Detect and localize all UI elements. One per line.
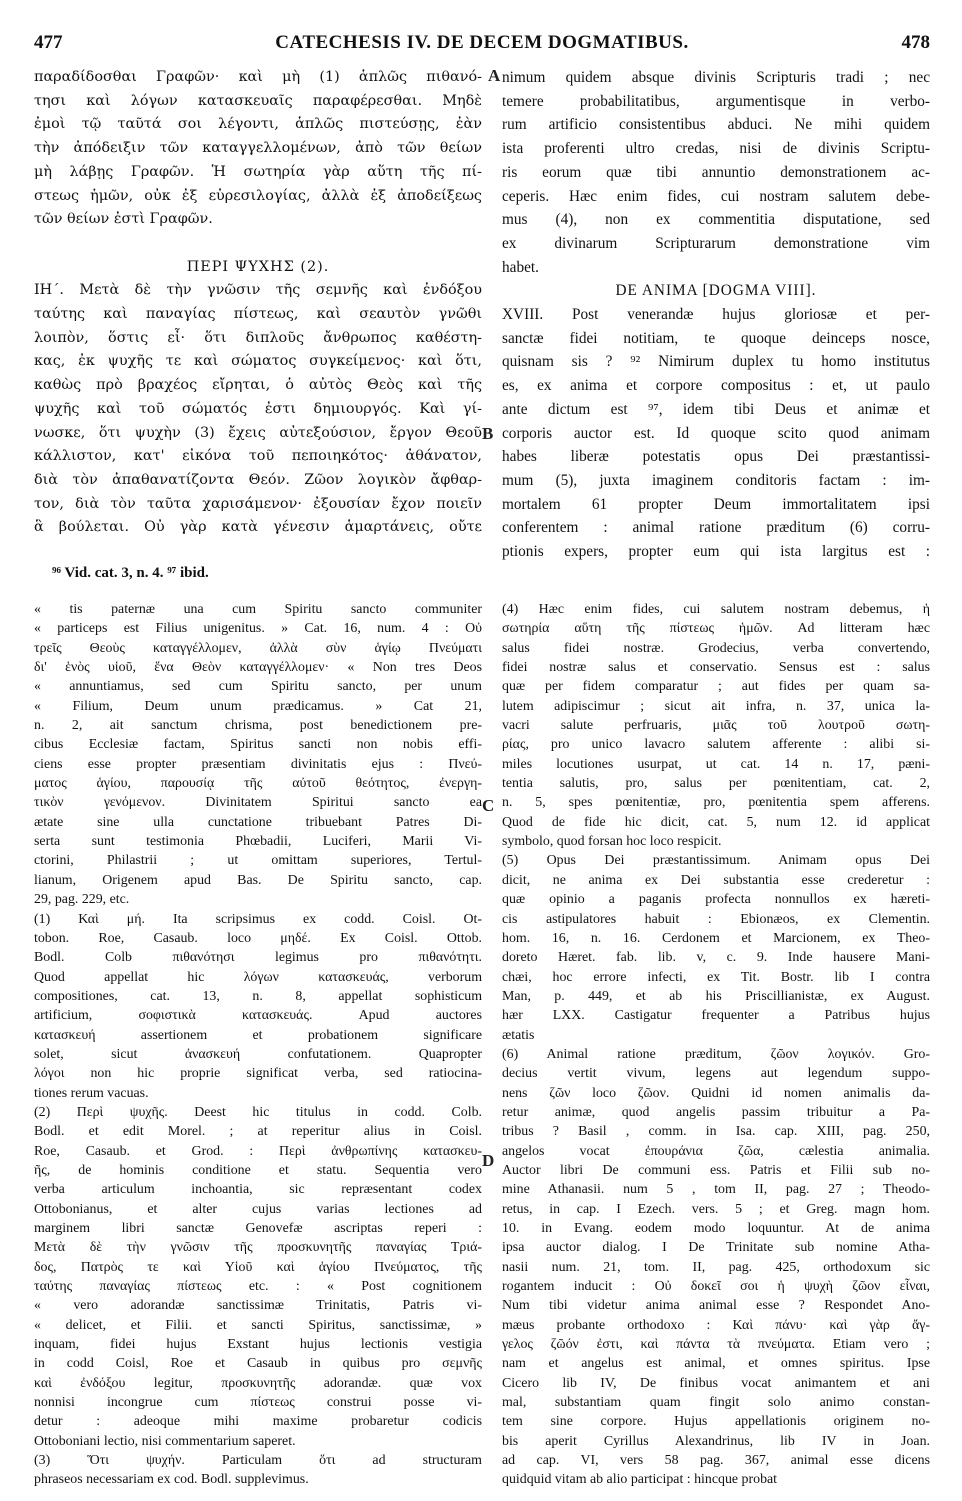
note-line: mal, substantiam quam fingit solo animo constan-: [502, 1395, 930, 1411]
note-line: retus, in cap. I Ezech. vers. 5 ; et Greg. magn hom.: [502, 1201, 930, 1217]
note-line: verba articulum inchoantia, sic repræsentant codex: [34, 1182, 482, 1198]
note-line: detur : adeoque mihi maxime probaretur codicis: [34, 1414, 482, 1430]
greek-line: ταύτης καὶ παναγίας πίστεως, καὶ σεαυτὸν γνῶθι: [34, 306, 482, 323]
note-line: Num tibi videtur anima animal esse ? Respondet Ano-: [502, 1298, 930, 1314]
note-line: rogantem inducit : Οὐ δοκεῖ σοι ἡ ψυχὴ ζῶον εἶναι,: [502, 1279, 930, 1295]
note-line: ματος ἁγίου, παρουσίᾳ τῆς αὐτοῦ θεότητος, ἐνεργη-: [34, 776, 482, 792]
latin-line: mortalem 61 propter Deum immortalitatem ipsi: [502, 495, 930, 513]
note-line: solet, sicut ἀνασκευή confutationem. Quapropter: [34, 1046, 482, 1062]
note-line: 29, pag. 229, etc.: [34, 892, 130, 908]
spacer: [34, 232, 482, 256]
note-line: tiones rerum vacuas.: [34, 1085, 149, 1101]
note-line: Μετὰ δὲ τὴν γνῶσιν τῆς προσκυνητῆς παναγίας Τριά-: [34, 1240, 482, 1256]
note-line: quæ per fidem comparatur ; aut fides per quam sa-: [502, 679, 930, 695]
notes-right-column: [502, 600, 930, 1490]
note-line: Bodl. et edit Morel. ; at reperitur alius in Coisl.: [34, 1124, 482, 1140]
note-line: « vero adorandæ sanctissimæ Trinitatis, Patris vi-: [34, 1298, 482, 1314]
note-line: ad cap. VI, vers 58 pag. 367, animal esse dicens: [502, 1453, 930, 1469]
note-line: cibus Ecclesiæ factam, Spiritus sancti non nobis effi-: [34, 737, 482, 753]
note-line: ctorini, Philastrii ; ut omittam superiores, Tertul-: [34, 853, 482, 869]
note-line: nam et angelus est animal, et omnes spiritus. Ipse: [502, 1356, 930, 1372]
note-line: « Filium, Deum unum prædicamus. » Cat 21,: [34, 698, 482, 714]
greek-line: ἐμοὶ τῷ ταῦτά σοι λέγοντι, ἁπλῶς πιστεύσῃς, ἐὰν: [34, 116, 482, 133]
latin-line: ex divinarum Scripturarum demonstratione vim: [502, 234, 930, 252]
note-line: Cicero lib IV, De finibus vocat animantem et ani: [502, 1375, 930, 1391]
greek-line: διὰ τὸν ἀπαθανατίζοντα Θεόν. Ζῶον λογικὸν ἄφθαρ-: [34, 471, 482, 488]
margin-marker-c: C: [482, 796, 495, 815]
greek-section-heading: ΠΕΡΙ ΨΥΧΗΣ (2).: [186, 258, 330, 275]
greek-line: νωσκε, ὅτι ψυχὴν (3) ἔχεις αὐτεξούσιον, ἔργον Θεοῦ: [34, 424, 482, 441]
note-line: (3) Ὅτι ψυχήν. Particulam ὅτι ad structuram: [34, 1453, 482, 1469]
latin-line: conferentem : animal ratione præditum (6) corru-: [502, 519, 930, 537]
note-line: retur animæ, quod angelis passim tribuitur a Pa-: [502, 1104, 930, 1120]
note-line: artificium, σοφιστικὰ κατασκευάς. Apud auctores: [34, 1008, 482, 1024]
note-line: lutem adipiscimur ; sicut ait infra, n. 37, unica la-: [502, 698, 930, 714]
note-line: (6) Animal ratione præditum, ζῶον λογικόν. Gro-: [502, 1046, 930, 1062]
page-number-left: 477: [34, 32, 63, 53]
note-line: chæi, hoc errore infecti, ex Tit. Bostr. lib I contra: [502, 969, 930, 985]
note-line: Bodl. Colb πιθανότησι legimus pro πιθανότητι.: [34, 950, 482, 966]
greek-line: παραδίδοσθαι Γραφῶν· καὶ μὴ (1) ἁπλῶς πιθανό-: [34, 69, 482, 85]
note-line: n. 5, spes pœnitentiæ, pro, pœnitentia spem afferens.: [502, 795, 930, 811]
note-line: Man, p. 449, et ab his Priscillianistæ, ex August.: [502, 988, 930, 1004]
greek-text-column: [34, 66, 482, 540]
latin-line: ris eorum quæ tibi annuntio demonstrationem ac-: [502, 163, 930, 181]
note-line: quidquid vitam ab alio participat : hincque probat: [502, 1472, 778, 1488]
latin-line: ante dictum est ⁹⁷, idem tibi Deus et animæ et: [502, 400, 930, 418]
greek-line: τῶν θείων ἐστὶ Γραφῶν.: [34, 211, 213, 228]
greek-line: λοιπὸν, ὅστις εἶ· ὅτι διπλοῦς ἄνθρωπος καθέστη-: [34, 329, 482, 346]
note-line: lianum, Origenem apud Bas. De Spiritu sancto, cap.: [34, 872, 482, 888]
note-line: mine Athanasii. num 5 , tom II, pag. 27 ; Theodo-: [502, 1182, 930, 1198]
note-line: miles locutiones usurpat, ut cat. 14 n. 17, pæni-: [502, 756, 930, 772]
note-line: dicit, ne anima ex Dei substantia esse crederetur :: [502, 872, 930, 888]
note-line: « annuntiamus, sed cum Spiritu sancto, per unum: [34, 679, 482, 695]
latin-line: ptionis expers, propter eum qui ista largitus est :: [502, 543, 930, 561]
note-line: compositiones, cat. 13, n. 8, appellat sophisticum: [34, 988, 482, 1004]
greek-line: καθὼς πρὸ βραχέος εἴρηται, ὁ αὐτὸς Θεὸς καὶ τῆς: [34, 377, 482, 394]
latin-line: rum artificio consistentibus abduci. Ne mihi quidem: [502, 116, 930, 134]
note-line: tobon. Roe, Casaub. loco μηδέ. Ex Coisl. Ottob.: [34, 930, 482, 946]
note-line: Quod de fide hic dicit, cat. 5, num 12. id applicat: [502, 814, 930, 830]
greek-line: ΙΗ΄. Μετὰ δὲ τὴν γνῶσιν τῆς σεμνῆς καὶ ἐνδόξου: [34, 282, 482, 299]
note-line: ῆς, de hominis conditione et statu. Sequentia vero: [34, 1162, 482, 1178]
greek-line: στεως ἡμῶν, οὐκ ἐξ εὑρεσιλογίας, ἀλλὰ ἐξ ἀποδείξεως: [34, 187, 482, 204]
note-line: angelos vocat ἐπουράνια ζῶα, cælestia animalia.: [502, 1143, 930, 1159]
greek-line: τὴν ἀπόδειξιν τῶν καταγγελλομένων, ἀπὸ τῶν θείων: [34, 140, 482, 157]
note-line: (5) Opus Dei præstantissimum. Animam opus Dei: [502, 853, 930, 869]
note-line: « tis paternæ una cum Spiritu sancto communiter: [34, 602, 482, 617]
page-footnote: ⁹⁶ Vid. cat. 3, n. 4. ⁹⁷ ibid.: [52, 565, 209, 581]
note-line: δι' ἑνὸς υἱοῦ, ἕνα Θεὸν καταγγέλλομεν· « Non tres Deos: [34, 660, 482, 676]
note-line: phraseos necessariam ex cod. Bodl. supplevimus.: [34, 1472, 309, 1488]
note-line: ρίας, pro unico lavacro salutem afferente : alibi si-: [502, 737, 930, 753]
note-line: ταύτης παναγίας πίστεως etc. : « Post cognitionem: [34, 1279, 482, 1295]
latin-line: habet.: [502, 258, 539, 276]
running-title: CATECHESIS IV. DE DECEM DOGMATIBUS.: [275, 32, 689, 53]
note-line: mæus probante orthodoxo : Καὶ πάνυ· καὶ γὰρ ἄγ-: [502, 1317, 930, 1333]
greek-line: ψυχῆς καὶ τοῦ σώματός ἐστι δημιουργός. Καὶ γί-: [34, 400, 482, 417]
margin-marker-b: B: [482, 424, 494, 443]
latin-line: mus (4), non ex commentitia disputatione, sed: [502, 211, 930, 229]
note-line: tentia salutis, pro, salus per pœnitentiam, cat. 2,: [502, 776, 930, 792]
note-line: (1) Καὶ μή. Ita scripsimus ex codd. Coisl. Ot-: [34, 911, 482, 927]
latin-line: es, ex anima et corpore compositus : et, ut paulo: [502, 377, 930, 395]
note-line: τρεῖς Θεοὺς καταγγέλλομεν, ἀλλὰ σὺν ἁγίῳ Πνεύματι: [34, 640, 482, 656]
note-line: inquam, fidei hujus Exstant hujus lectionis vestigia: [34, 1337, 482, 1353]
note-line: λόγοι non hic proprie significat verba, sed ratiocina-: [34, 1066, 482, 1082]
note-line: fidei nostræ salus et conservatio. Sensus est : salus: [502, 660, 930, 676]
note-line: Ottobonianus, et alter cujus varias lectiones ad: [34, 1201, 482, 1217]
note-line: ciens esse propter præsentiam divinitatis ejus : Πνεύ-: [34, 756, 482, 772]
note-line: in codd Coisl, Roe et Casaub in quibus pro σεμνῆς: [34, 1356, 482, 1372]
latin-line: quisnam sis ? ⁹² Nimirum duplex tu homo institutus: [502, 353, 930, 371]
note-line: σωτηρία αὕτη τῆς πίστεως ἡμῶν. Ad litteram hæc: [502, 621, 930, 637]
note-line: τικὸν γενόμενον. Divinitatem Spiritui sancto ea: [34, 795, 482, 811]
note-line: Ottoboniani lectio, nisi commentarium saperet.: [34, 1433, 296, 1449]
note-line: γελος ζῶόν ἐστι, καὶ πάντα τὰ πνεύματα. Etiam vero ;: [502, 1337, 930, 1353]
margin-marker-d: D: [482, 1151, 495, 1170]
latin-line: ista proferenti ultro credas, nisi de divinis Scriptu-: [502, 140, 930, 158]
note-line: (2) Περὶ ψυχῆς. Deest hic titulus in codd. Colb.: [34, 1104, 482, 1120]
note-line: δος, Πατρὸς τε καὶ Υἱοῦ καὶ ἁγίου Πνεύματος, τῆς: [34, 1259, 482, 1275]
note-line: καὶ ἐνδόξου legitur, προσκυνητῆς adorandæ. quæ vox: [34, 1375, 482, 1391]
note-line: tem sine corpore. Hujus appellationis originem no-: [502, 1414, 930, 1430]
note-line: « particeps est Filius unigenitus. » Cat. 16, num. 4 : Οὐ: [34, 621, 482, 637]
note-line: tribus ? Basil , comm. in Isa. cap. XIII, pag. 250,: [502, 1124, 930, 1140]
page-number-right: 478: [901, 32, 930, 53]
note-line: hom. 16, n. 16. Cerdonem et Marcionem, ex Theo-: [502, 930, 930, 946]
running-header: [34, 30, 930, 58]
note-line: « delicet, et Filii. et sancti Spiritus, sanctissimæ, »: [34, 1317, 482, 1333]
note-line: κατασκευή assertionem et probationem significare: [34, 1027, 482, 1043]
note-line: marginem libri sanctæ Genovefæ ascriptas reperi :: [34, 1221, 482, 1236]
note-line: nonnisi incongrue cum πίστεως construi posse vi-: [34, 1395, 482, 1411]
latin-line: corporis auctor est. Id quoque scito quod animam: [502, 424, 930, 442]
note-line: symbolo, quod forsan hoc loco respicit.: [502, 834, 722, 850]
greek-line: μὴ λάβῃς Γραφῶν. Ἡ σωτηρία γὰρ αὕτη τῆς πί-: [34, 163, 482, 180]
note-line: ætatis: [502, 1027, 535, 1043]
note-line: nasii num. 21, tom. II, pag. 425, orthodoxum sic: [502, 1259, 930, 1275]
note-line: (4) Hæc enim fides, cui salutem nostram debemus, ἡ: [502, 602, 930, 617]
note-line: 10. in Evang. eodem modo loquuntur. At de anima: [502, 1221, 930, 1236]
note-line: vacri salute perfruaris, μιᾶς τοῦ λουτροῦ σωτη-: [502, 718, 930, 734]
latin-line: mum (5), juxta imaginem conditoris factam : im-: [502, 471, 930, 489]
latin-line: nimum quidem absque divinis Scripturis tradi ; nec: [502, 69, 930, 86]
latin-line: sanctæ fidei notitiam, te quoque deinceps nosce,: [502, 329, 930, 347]
notes-left-column: [34, 600, 482, 1490]
note-line: n. 2, ait sanctum chrisma, post benedictionem pre-: [34, 718, 482, 734]
note-line: bis aperit Cyrillus Alexandrinus, lib IV in Joan.: [502, 1433, 930, 1449]
note-line: ipsa auctor dialog. I De Trinitate sub nomine Atha-: [502, 1240, 930, 1256]
latin-section-heading: DE ANIMA [DOGMA VIII].: [615, 282, 817, 300]
greek-line: τησι καὶ λόγων κατασκευαῖς παραφέρεσθαι. Μηδὲ: [34, 92, 482, 109]
note-line: serta sunt testimonia Phœbadii, Luciferi, Marii Vi-: [34, 834, 482, 850]
greek-line: ἃ βούλεται. Οὐ γὰρ κατὰ γένεσιν ἁμαρτάνεις, οὔτε: [34, 519, 482, 536]
greek-line: κας, ἐκ ψυχῆς τε καὶ σώματος συγκείμενος· καὶ ὅτι,: [34, 353, 482, 370]
note-line: decius vertit vivum, legens aut legendum suppo-: [502, 1066, 930, 1082]
note-line: ætate sine ulla cunctatione tribuebant Patres Di-: [34, 814, 482, 830]
note-line: salus fidei nostræ. Grodecius, verba convertendo,: [502, 640, 930, 656]
note-line: doreto Hæret. fab. lib. v, c. 9. Inde hausere Mani-: [502, 950, 930, 966]
greek-line: τον, διὰ τὸν ταῦτα χαρισάμενον· ἐξουσίαν ἔχον ποιεῖν: [34, 495, 482, 512]
note-line: Roe, Casaub. et Grod. : Περὶ ἀνθρωπίνης κατασκευ-: [34, 1143, 482, 1159]
note-line: quæ opinio a paganis profecta nonnullos ex hæreti-: [502, 892, 930, 908]
latin-line: ceperis. Hæc enim fides, cui nostram salutem debe-: [502, 187, 930, 205]
note-line: cis astipulatores habuit : Ebionæos, ex Clementin.: [502, 911, 930, 927]
latin-line: temere probabilitatibus, argumentisque in verbo-: [502, 92, 930, 110]
latin-text-column: [502, 66, 930, 564]
latin-line: XVIII. Post venerandæ hujus gloriosæ et per-: [502, 306, 930, 324]
note-line: hær LXX. Castigatur frequenter a Patribus hujus: [502, 1008, 930, 1024]
margin-marker-a: A: [488, 66, 501, 85]
note-line: nens ζῶν loco ζῶον. Quidni id nomen animalis da-: [502, 1085, 930, 1101]
note-line: Quod appellat hic λόγων κατασκευάς, verborum: [34, 969, 482, 985]
note-line: Auctor libri De communi ess. Patris et Filii sub no-: [502, 1162, 930, 1178]
greek-line: κάλλιστον, κατ' εἰκόνα τοῦ πεποιηκότος· ἀθάνατον,: [34, 448, 482, 465]
latin-line: habes liberæ potestatis opus Dei præstantissi-: [502, 448, 930, 466]
